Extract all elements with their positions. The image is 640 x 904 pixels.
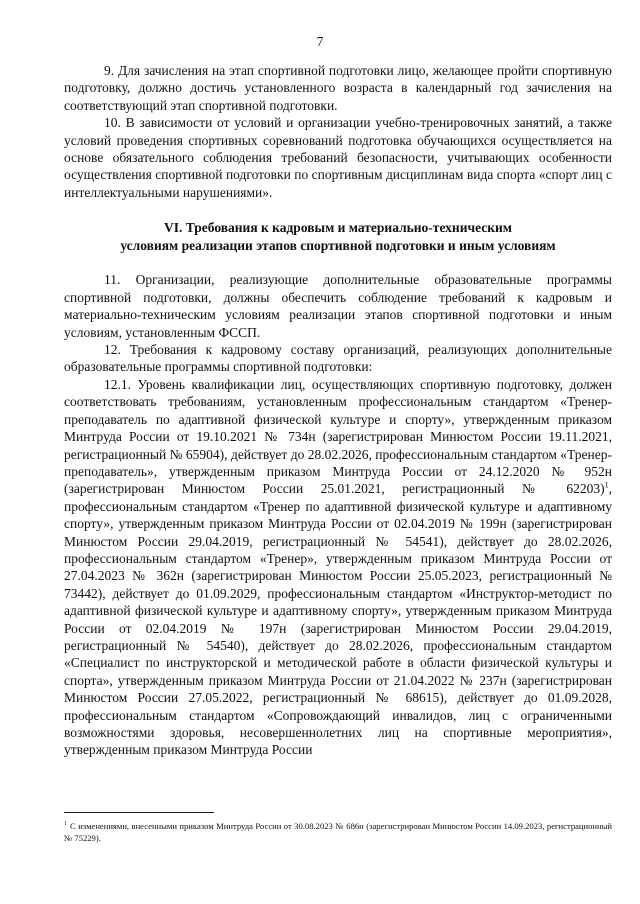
section-heading-line-2: условиям реализации этапов спортивной подготовки и иным условиям [120,237,556,253]
footnote-divider [64,812,214,813]
paragraph-9: 9. Для зачисления на этап спортивной подготовки лицо, желающее пройти спортивную подготовку, должно достичь установленного возраста в календарный год зачисления на соответствующий этап спортивной подготовки. [64,63,612,113]
footnote-text: С изменениями, внесенными приказом Минтруда России от 30.08.2023 № 686н (зарегистрирован Минюстом России 14.09.2023, регистрационный № 75229). [64,820,612,843]
footnote-mark: 1 [64,821,67,827]
page-number: 7 [316,34,324,49]
footnote [64,818,612,844]
footnote-reference: 1 [604,480,609,490]
section-heading [64,219,612,254]
paragraph-10: 10. В зависимости от условий и организации учебно-тренировочных занятий, а также условий проведения спортивных соревнований подготовка обучающихся осуществляется на основе обязательного соблюдения требований безопасности, учитывающих особенности осуществления спортивной подготовки по спортивным дисциплинам вида спорта «спорт лиц с интеллектуальными нарушениями». [64,115,612,200]
document-body [64,62,612,759]
paragraph-12-1 [64,376,612,759]
paragraph-12-1-text-a: 12.1. Уровень квалификации лиц, осуществляющих спортивную подготовку, должен соответствовать требованиям, установленным профессиональным стандартом «Тренер-преподаватель по адаптивной физической культуре и спорту», утвержденным приказом Минтруда России от 19.10.2021 № 734н (зарегистрирован Минюстом России 19.11.2021, регистрационный № 65904), действует до 28.02.2026, профессиональным стандартом «Тренер-преподаватель», утвержденным приказом Минтруда России от 24.12.2020 № 952н (зарегистрирован Минюстом России 25.01.2021, регистрационный № 62203) [64,376,612,497]
paragraph-12-1-text-b: , профессиональным стандартом «Тренер по адаптивной физической культуре и адаптивному спорту», утвержденным приказом Минтруда России от 02.04.2019 № 199н (зарегистрирован Минюстом России 29.04.2019, регистрационный № 54541), действует до 28.02.2026, профессиональным стандартом «Тренер», утвержденным приказом Минтруда России от 27.04.2023 № 362н (зарегистрирован Минюстом России 25.05.2023, регистрационный № 73442), действует до 01.09.2029, профессиональным стандартом «Инструктор-методист по адаптивной физической культуре и адаптивному спорту», утвержденным приказом Минтруда России от 02.04.2019 № 197н (зарегистрирован Минюстом России 29.04.2019, регистрационный № 54540), действует до 28.02.2026, профессиональным стандартом «Специалист по инструкторской и методической работе в области физической культуры и спорта», утвержденным приказом Минтруда России от 21.04.2022 № 237н (зарегистрирован Минюстом России 27.05.2022, регистрационный № 68615), действует до 01.09.2028, профессиональным стандартом «Сопровождающий инвалидов, лиц с ограниченными возможностями здоровья, несовершеннолетних лиц на спортивные мероприятия», утвержденным приказом Минтруда России [64,481,612,758]
paragraph-11: 11. Организации, реализующие дополнительные образовательные программы спортивной подготовки, должны обеспечить соблюдение требований к кадровым и материально-техническим условиям реализации этапов спортивной подготовки и иным условиям, установленным ФССП. [64,272,612,340]
paragraph-12: 12. Требования к кадровому составу организаций, реализующих дополнительные образовательные программы спортивной подготовки: [64,342,612,375]
section-heading-line-1: VI. Требования к кадровым и материально-техническим [164,220,512,236]
